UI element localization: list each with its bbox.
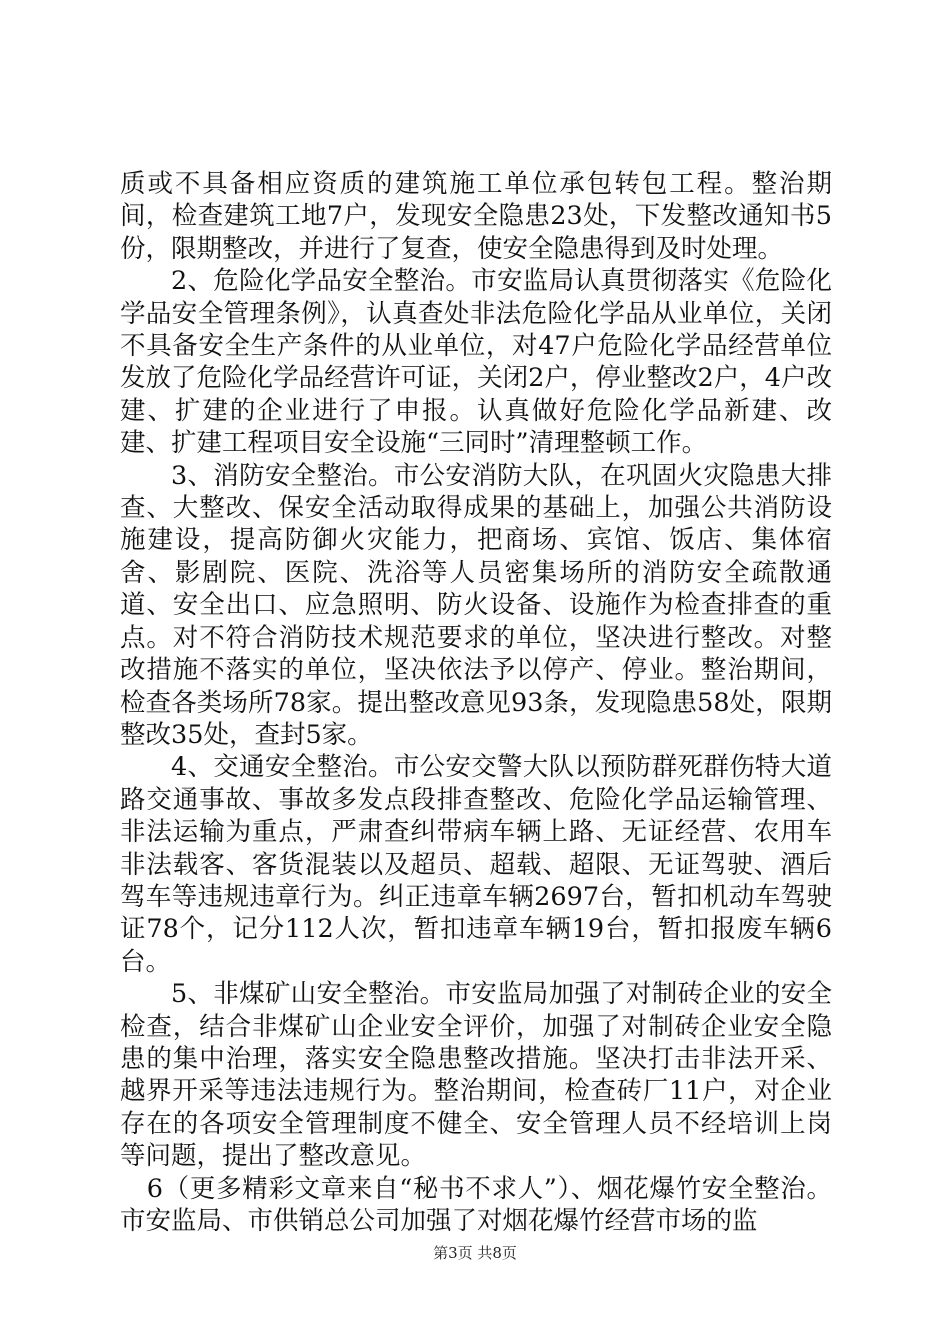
paragraph-traffic-safety: 4、交通安全整治。市公安交警大队以预防群死群伤特大道路交通事故、事故多发点段排查整改、危险化学品运输管理、非法运输为重点，严肃查纠带病车辆上路、无证经营、农用车非法载客、客货混装以及超员、超载、超限、无证驾驶、酒后驾车等违规违章行为。纠正违章车辆2697台，暂扣机动车驾驶证78个，记分112人次，暂扣违章车辆19台，暂扣报废车辆6台。 — [120, 752, 832, 977]
paragraph-fireworks: 6（更多精彩文章来自“秘书不求人”）、烟花爆竹安全整治。市安监局、市供销总公司加强了对烟花爆竹经营市场的监 — [120, 1173, 832, 1236]
paragraph-fire-safety: 3、消防安全整治。市公安消防大队，在巩固火灾隐患大排查、大整改、保安全活动取得成果的基础上，加强公共消防设施建设，提高防御火灾能力，把商场、宾馆、饭店、集体宿舍、影剧院、医院、洗浴等人员密集场所的消防安全疏散通道、安全出口、应急照明、防火设备、设施作为检查排查的重点。对不符合消防技术规范要求的单位，坚决进行整改。对整改措施不落实的单位，坚决依法予以停产、停业。整治期间，检查各类场所78家。提出整改意见93条，发现隐患58处，限期整改35处，查封5家。 — [120, 460, 832, 750]
page-footer: 第3页 共8页 — [433, 1244, 517, 1262]
document-body — [120, 168, 832, 1237]
paragraph-hazardous-chemicals: 2、危险化学品安全整治。市安监局认真贯彻落实《危险化学品安全管理条例》，认真查处非法危险化学品从业单位，关闭不具备安全生产条件的从业单位，对47户危险化学品经营单位发放了危险化学品经营许可证，关闭2户，停业整改2户，4户改建、扩建的企业进行了申报。认真做好危险化学品新建、改建、扩建工程项目安全设施“三同时”清理整顿工作。 — [120, 266, 832, 459]
paragraph-non-coal-mines: 5、非煤矿山安全整治。市安监局加强了对制砖企业的安全检查，结合非煤矿山企业安全评价，加强了对制砖企业安全隐患的集中治理，落实安全隐患整改措施。坚决打击非法开采、越界开采等违法违规行为。整治期间，检查砖厂11户，对企业存在的各项安全管理制度不健全、安全管理人员不经培训上岗等问题，提出了整改意见。 — [120, 979, 832, 1172]
paragraph-continuation: 质或不具备相应资质的建筑施工单位承包转包工程。整治期间，检查建筑工地7户，发现安全隐患23处，下发整改通知书5份，限期整改，并进行了复查，使安全隐患得到及时处理。 — [120, 169, 832, 264]
